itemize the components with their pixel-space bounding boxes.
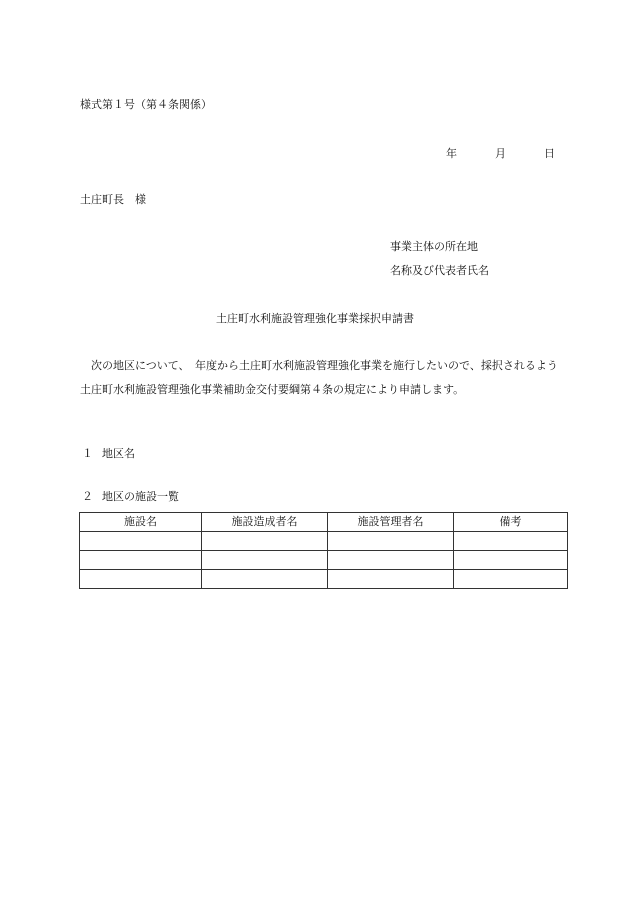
document-title: 土庄町水利施設管理強化事業採択申請書	[216, 312, 414, 325]
table-cell	[454, 551, 568, 570]
table-cell	[454, 532, 568, 551]
section-facility-list	[80, 491, 179, 502]
header-facility-builder: 施設造成者名	[202, 513, 328, 532]
table-row	[80, 532, 568, 551]
form-number: 様式第１号（第４条関係）	[80, 98, 212, 111]
date-line	[446, 148, 555, 159]
section-district-name	[80, 448, 135, 459]
table-row	[80, 551, 568, 570]
table-cell	[454, 570, 568, 589]
header-facility-name: 施設名	[80, 513, 202, 532]
addressee: 土庄町長 様	[80, 193, 146, 206]
date-day-label: 日	[544, 147, 555, 160]
table-cell	[202, 532, 328, 551]
table-cell	[202, 551, 328, 570]
section-number: ２	[82, 490, 93, 503]
table-cell	[328, 532, 454, 551]
section-label: 地区の施設一覧	[102, 490, 179, 503]
table-cell	[80, 551, 202, 570]
section-number: １	[82, 447, 93, 460]
table-cell	[202, 570, 328, 589]
table-cell	[80, 570, 202, 589]
header-facility-manager: 施設管理者名	[328, 513, 454, 532]
header-remarks: 備考	[454, 513, 568, 532]
applicant-address-label: 事業主体の所在地	[390, 240, 478, 253]
facility-table	[79, 512, 568, 589]
table-header-row	[80, 513, 568, 532]
section-label: 地区名	[102, 447, 135, 460]
table-cell	[328, 570, 454, 589]
date-year-label: 年	[446, 147, 457, 160]
applicant-name-label: 名称及び代表者氏名	[390, 264, 489, 277]
table-cell	[80, 532, 202, 551]
body-paragraph: 次の地区について、 年度から土庄町水利施設管理強化事業を施行したいので、採択されるよう土庄町水利施設管理強化事業補助金交付要綱第４条の規定により申請します。	[80, 359, 558, 396]
table-row	[80, 570, 568, 589]
date-month-label: 月	[495, 147, 506, 160]
table-cell	[328, 551, 454, 570]
